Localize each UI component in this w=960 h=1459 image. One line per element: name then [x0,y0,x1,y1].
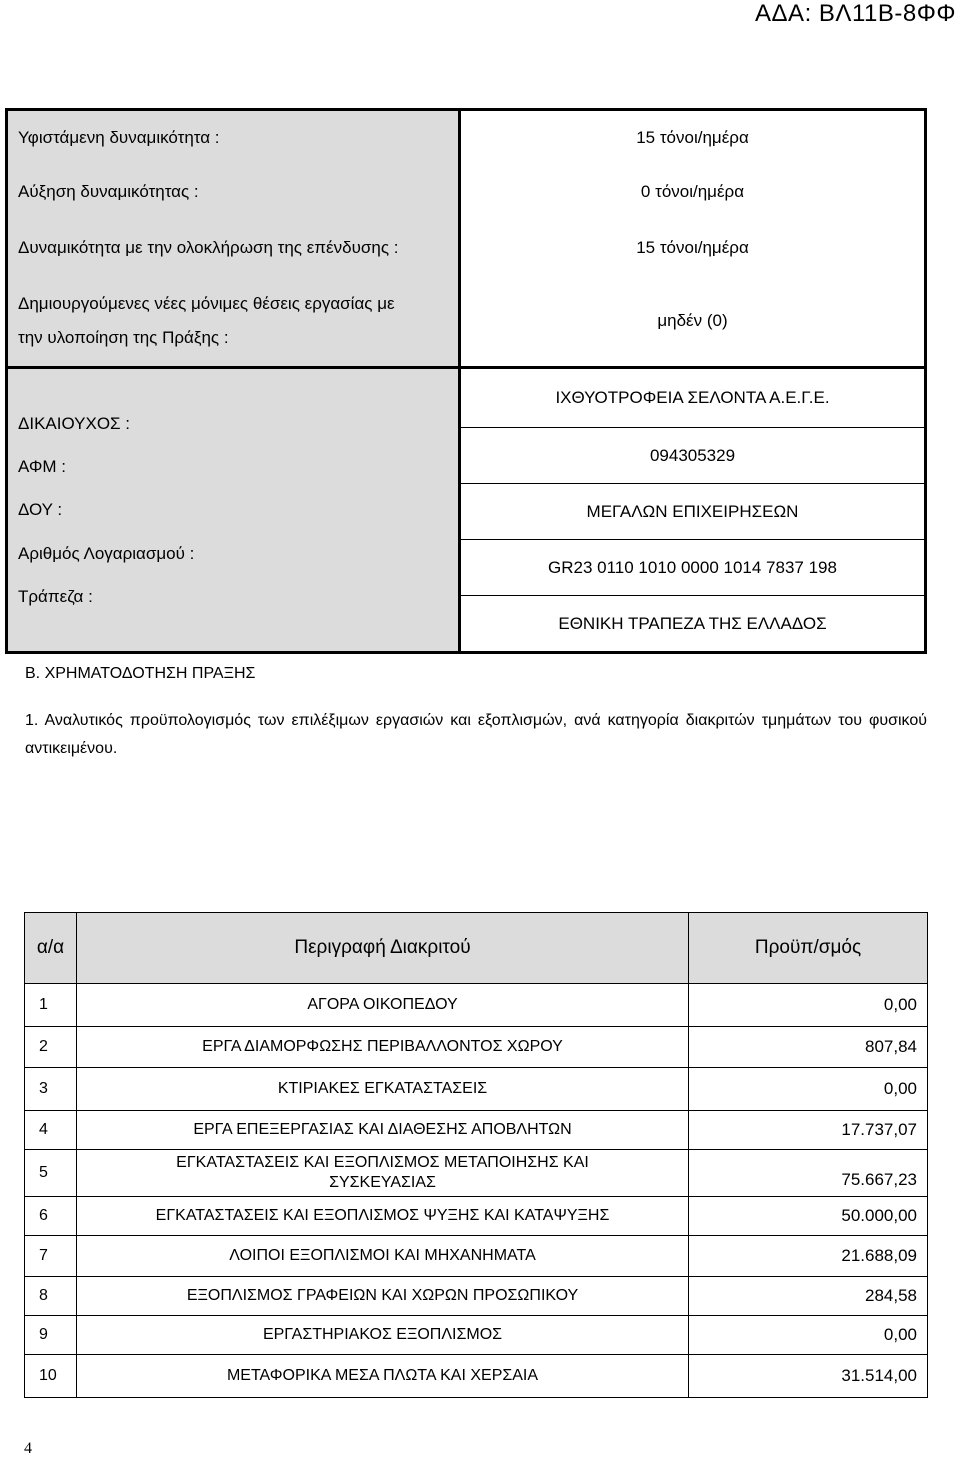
row-no: 3 [25,1068,77,1110]
table-row [25,984,927,1027]
table-row [25,1355,927,1397]
row-amount: 31.514,00 [841,1366,917,1385]
row-description: ΑΓΟΡΑ ΟΙΚΟΠΕΔΟΥ [77,984,689,1026]
table-row [25,1068,927,1111]
row-no: 1 [25,984,77,1026]
table-row [25,1197,927,1236]
row-description: ΛΟΙΠΟΙ ΕΞΟΠΛΙΣΜΟΙ ΚΑΙ ΜΗΧΑΝΗΜΑΤΑ [77,1236,689,1276]
row-description: ΕΓΚΑΤΑΣΤΑΣΕΙΣ ΚΑΙ ΕΞΟΠΛΙΣΜΟΣ ΨΥΞΗΣ ΚΑΙ ΚΑΤΑΨΥΞΗΣ [77,1197,689,1235]
account-number-label: Αριθμός Λογαριασμού : [18,544,195,563]
row-description: ΕΡΓΑ ΔΙΑΜΟΡΦΩΣΗΣ ΠΕΡΙΒΑΛΛΟΝΤΟΣ ΧΩΡΟΥ [77,1027,689,1067]
final-capacity-value: 15 τόνοι/ημέρα [636,238,749,257]
beneficiary-value: ΙΧΘΥΟΤΡΟΦΕΙΑ ΣΕΛΟΝΤΑ Α.Ε.Γ.Ε. [461,369,924,428]
row-description: ΜΕΤΑΦΟΡΙΚΑ ΜΕΣΑ ΠΛΩΤΑ ΚΑΙ ΧΕΡΣΑΙΑ [77,1355,689,1397]
bank-label: Τράπεζα : [18,587,93,606]
section-paragraph: 1. Αναλυτικός προϋπολογισμός των επιλέξιμων εργασιών και εξοπλισμών, ανά κατηγορία διακριτών τμημάτων του φυσικού αντικειμένου. [25,712,927,757]
vat-value: 094305329 [461,428,924,484]
beneficiary-label: ΔΙΚΑΙΟΥΧΟΣ : [18,414,131,433]
beneficiary-rows [8,367,924,651]
table-row [25,1236,927,1277]
table-row [25,1111,927,1150]
new-jobs-label: Δημιουργούμενες νέες μόνιμες θέσεις εργασίας με την υλοποίηση της Πράξης : [18,294,395,347]
final-capacity-label: Δυναμικότητα με την ολοκλήρωση της επένδυσης : [18,238,399,257]
row-no: 2 [25,1027,77,1067]
tax-office-value: ΜΕΓΑΛΩΝ ΕΠΙΧΕΙΡΗΣΕΩΝ [461,484,924,540]
row-amount: 0,00 [883,1079,917,1098]
row-no: 4 [25,1111,77,1149]
row-amount: 807,84 [865,1037,917,1056]
vat-label: ΑΦΜ : [18,457,67,476]
row-no: 9 [25,1316,77,1354]
header-budget: Προϋπ/σμός [754,937,862,958]
project-info-table [5,108,927,654]
capacity-rows [8,111,924,367]
budget-table [24,912,928,1398]
row-no: 7 [25,1236,77,1276]
capacity-increase-label: Αύξηση δυναμικότητας : [18,182,199,201]
header-description: Περιγραφή Διακριτού [77,913,689,983]
row-no: 6 [25,1197,77,1235]
page-number: 4 [24,1440,32,1457]
row-no: 5 [25,1150,77,1196]
row-description: ΚΤΙΡΙΑΚΕΣ ΕΓΚΑΤΑΣΤΑΣΕΙΣ [77,1068,689,1110]
row-description: ΕΓΚΑΤΑΣΤΑΣΕΙΣ ΚΑΙ ΕΞΟΠΛΙΣΜΟΣ ΜΕΤΑΠΟΙΗΣΗΣ ΚΑΙ ΣΥΣΚΕΥΑΣΙΑΣ [77,1150,689,1196]
section-title: Β. ΧΡΗΜΑΤΟΔΟΤΗΣΗ ΠΡΑΞΗΣ [25,665,256,682]
existing-capacity-label: Υφιστάμενη δυναμικότητα : [18,127,220,147]
row-amount: 0,00 [883,1325,917,1344]
table-row [25,1316,927,1355]
row-amount: 75.667,23 [841,1170,917,1189]
row-no: 8 [25,1277,77,1315]
table-row [25,1150,927,1197]
budget-header-row [25,913,927,984]
row-amount: 17.737,07 [841,1120,917,1139]
row-amount: 50.000,00 [841,1206,917,1225]
table-row [25,1027,927,1068]
row-amount: 284,58 [865,1286,917,1305]
tax-office-label: ΔΟΥ : [18,500,63,519]
row-amount: 0,00 [883,995,917,1014]
row-description: ΕΡΓΑ ΕΠΕΞΕΡΓΑΣΙΑΣ ΚΑΙ ΔΙΑΘΕΣΗΣ ΑΠΟΒΛΗΤΩΝ [77,1111,689,1149]
bank-value: ΕΘΝΙΚΗ ΤΡΑΠΕΖΑ ΤΗΣ ΕΛΛΑΔΟΣ [558,613,827,633]
row-description: ΕΡΓΑΣΤΗΡΙΑΚΟΣ ΕΞΟΠΛΙΣΜΟΣ [77,1316,689,1354]
ada-code: ΑΔΑ: ΒΛ11Β-8ΦΦ [755,0,956,27]
table-row [25,1277,927,1316]
capacity-increase-value: 0 τόνοι/ημέρα [640,182,745,201]
row-amount: 21.688,09 [841,1246,917,1265]
row-description: ΕΞΟΠΛΙΣΜΟΣ ΓΡΑΦΕΙΩΝ ΚΑΙ ΧΩΡΩΝ ΠΡΟΣΩΠΙΚΟΥ [77,1277,689,1315]
existing-capacity-value: 15 τόνοι/ημέρα [636,127,749,147]
header-no: α/α [25,913,77,983]
new-jobs-value: μηδέν (0) [657,311,728,330]
account-number-value: GR23 0110 1010 0000 1014 7837 198 [461,540,924,596]
row-no: 10 [25,1355,77,1397]
